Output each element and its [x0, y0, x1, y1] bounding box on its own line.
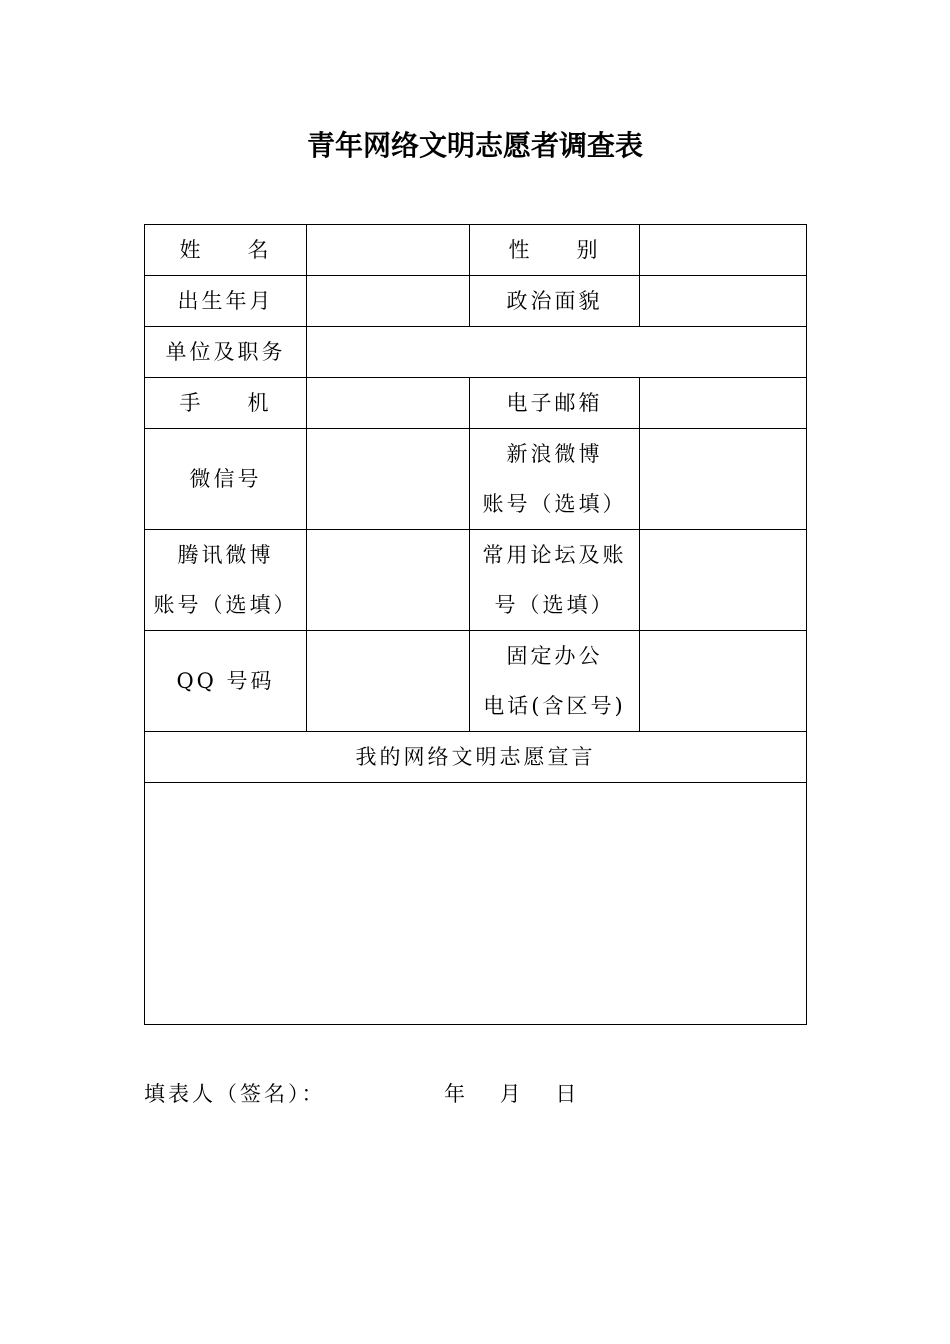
wechat-input-cell[interactable] [307, 429, 470, 530]
sina-weibo-label-cell [470, 429, 640, 530]
political-input-cell[interactable] [640, 276, 807, 327]
date-fields [444, 1074, 601, 1114]
forum-label-line-2: 号（选填） [494, 593, 615, 617]
tencent-weibo-label-cell [145, 530, 307, 631]
email-label-cell: 电子邮箱 [470, 378, 640, 429]
office-phone-label-line-1: 固定办公 [506, 644, 603, 668]
declaration-input-cell[interactable] [145, 783, 807, 1025]
sina-weibo-label-line-1: 新浪微博 [506, 442, 603, 466]
gender-label-char-2: 别 [576, 238, 601, 262]
phone-label-char-1: 手 [179, 391, 204, 415]
name-input-cell[interactable] [307, 225, 470, 276]
signer-label: 填表人（签名）： [144, 1082, 326, 1106]
footer [144, 1074, 580, 1114]
gender-input-cell[interactable] [640, 225, 807, 276]
email-input-cell[interactable] [640, 378, 807, 429]
birth-label-cell: 出生年月 [145, 276, 307, 327]
name-label-char-1: 姓 [179, 238, 204, 262]
tencent-weibo-label-line-2: 账号（选填） [153, 593, 298, 617]
unit-input-cell[interactable] [307, 327, 807, 378]
unit-label-cell: 单位及职务 [145, 327, 307, 378]
month-label: 月 [499, 1082, 524, 1106]
birth-input-cell[interactable] [307, 276, 470, 327]
sina-weibo-input-cell[interactable] [640, 429, 807, 530]
phone-label-cell [145, 378, 307, 429]
qq-label-cell: QQ 号码 [145, 631, 307, 732]
political-label-cell: 政治面貌 [470, 276, 640, 327]
office-phone-label-line-2: 电话(含区号) [483, 694, 626, 718]
sina-weibo-label-line-2: 账号（选填） [482, 492, 627, 516]
name-label-char-2: 名 [247, 238, 272, 262]
office-phone-label-cell [470, 631, 640, 732]
gender-label-char-1: 性 [508, 238, 533, 262]
page-title: 青年网络文明志愿者调查表 [306, 129, 643, 162]
gender-label-cell [470, 225, 640, 276]
survey-form-table [144, 224, 807, 1025]
office-phone-input-cell[interactable] [640, 631, 807, 732]
forum-input-cell[interactable] [640, 530, 807, 631]
forum-label-cell [470, 530, 640, 631]
forum-label-line-1: 常用论坛及账 [482, 543, 627, 567]
tencent-weibo-input-cell[interactable] [307, 530, 470, 631]
tencent-weibo-label-line-1: 腾讯微博 [177, 543, 274, 567]
phone-label-char-2: 机 [247, 391, 272, 415]
qq-input-cell[interactable] [307, 631, 470, 732]
wechat-label-cell: 微信号 [145, 429, 307, 530]
day-label: 日 [555, 1082, 580, 1106]
declaration-header-cell: 我的网络文明志愿宣言 [145, 732, 807, 783]
name-label-cell [145, 225, 307, 276]
year-label: 年 [444, 1082, 468, 1106]
phone-input-cell[interactable] [307, 378, 470, 429]
